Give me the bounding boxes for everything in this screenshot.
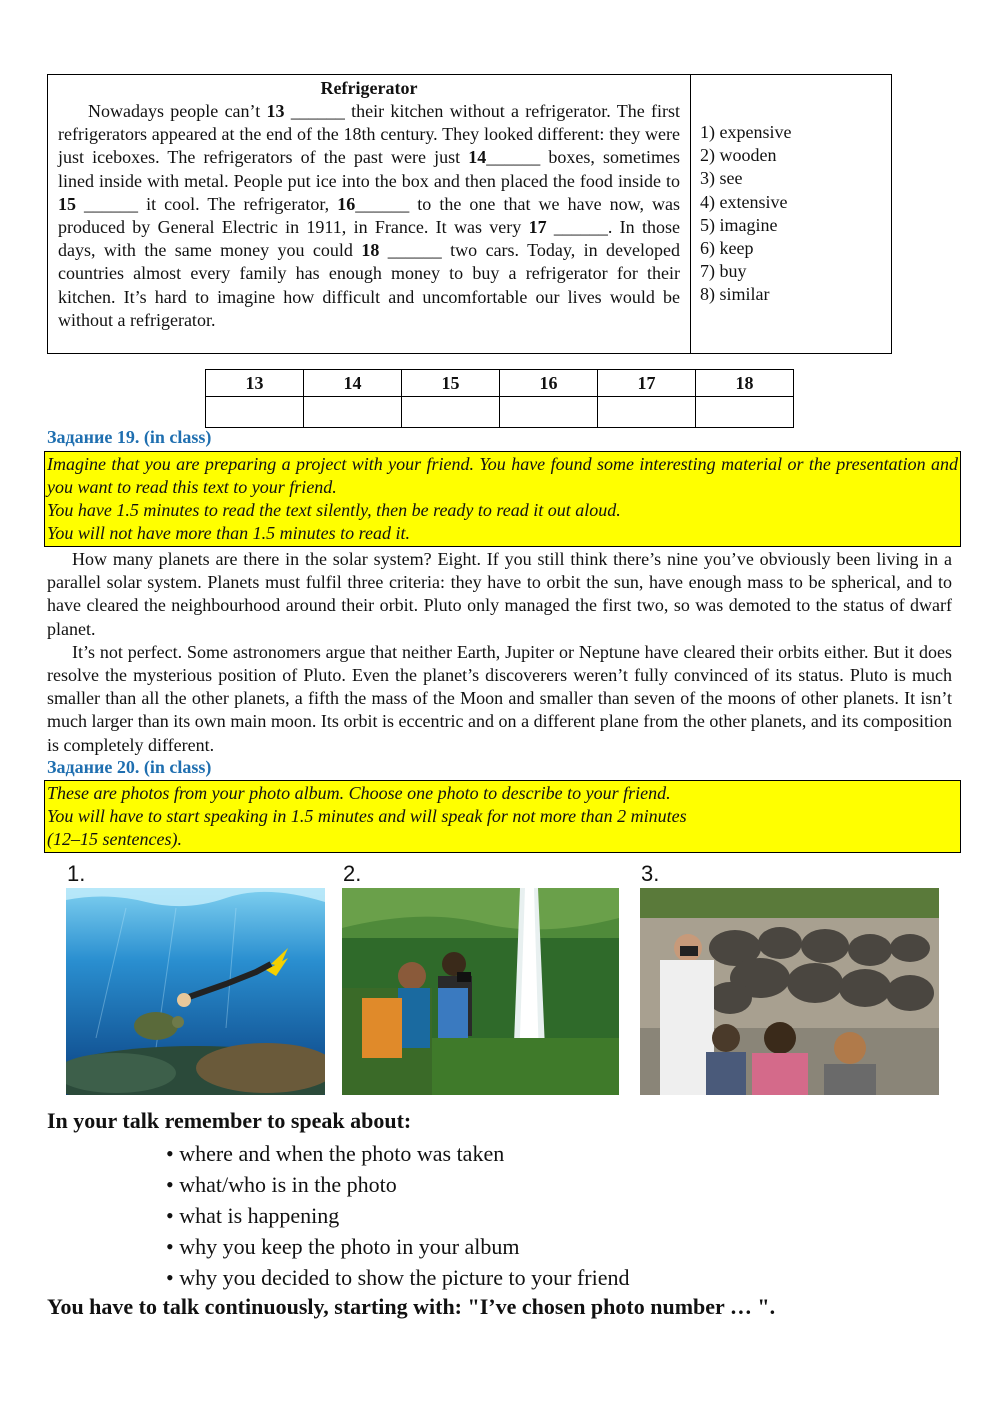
answer-grid-input-row: [206, 397, 794, 428]
refrigerator-task-table: [47, 74, 892, 354]
gap-number: 15: [58, 193, 76, 214]
task20-heading: Задание 20. (in class): [47, 757, 212, 777]
word-option: 6) keep: [700, 238, 754, 259]
closing-instruction: You have to talk continuously, starting with: "I’ve chosen photo number … ".: [47, 1294, 776, 1319]
word-option: 4) extensive: [700, 191, 788, 212]
text-fragment: ______. In those days, with the same money you could: [58, 217, 680, 261]
turtle-shape: [134, 1012, 178, 1040]
answer-grid-header: 17: [598, 370, 696, 397]
talk-point: • why you decided to show the picture to your friend: [166, 1265, 630, 1290]
word-option: 8) similar: [700, 284, 770, 305]
word-option: 2) wooden: [700, 145, 777, 166]
word-option: 7) buy: [700, 261, 747, 282]
answer-grid: [205, 369, 794, 428]
task19-heading: Задание 19. (in class): [47, 427, 212, 447]
photo-elephants: [640, 888, 939, 1095]
answer-grid-header: 14: [304, 370, 402, 397]
photo-number-1: 1.: [67, 861, 86, 886]
word-option: 5) imagine: [700, 214, 778, 235]
answer-grid-header-row: [206, 370, 794, 397]
refrigerator-title: Refrigerator: [320, 78, 418, 98]
task19-instructions: [44, 451, 961, 547]
talk-points-list: [166, 1138, 629, 1293]
refrigerator-text-cell: [48, 75, 691, 353]
photo-snorkeling: [66, 888, 325, 1095]
text-fragment: ______ boxes, sometimes lined inside with metal. People put ice into the box and then placed the food inside to: [58, 147, 680, 191]
gap-number: 14: [468, 147, 487, 168]
backpack-shape: [362, 998, 402, 1058]
answer-cell[interactable]: [500, 397, 598, 428]
text-fragment: Nowadays people can’t: [88, 101, 267, 121]
text-fragment: ______ their kitchen without a refrigerator. The first refrigerators appeared at the end of the 18th century. They looked different: they were just iceboxes. The refrigerators of the past were just: [58, 101, 681, 168]
word-option: 3) see: [700, 168, 743, 189]
gap-number: 16: [337, 193, 356, 214]
remember-heading: In your talk remember to speak about:: [47, 1108, 412, 1133]
task19-instruction-2: You have 1.5 minutes to read the text silently, then be ready to read it out aloud.: [47, 500, 621, 520]
task20-instructions: [44, 780, 961, 853]
photo-waterfall: [342, 888, 619, 1095]
answer-grid-header: 16: [500, 370, 598, 397]
talk-point: • where and when the photo was taken: [166, 1141, 505, 1166]
talk-point: • what is happening: [166, 1203, 340, 1228]
text-fragment: ______ to the one that we have now, was produced by General Electric in 1911, in France. It was very: [58, 193, 681, 238]
gap-number: 13: [266, 101, 285, 121]
answer-cell[interactable]: [696, 397, 794, 428]
task20-instruction-1: These are photos from your photo album. Choose one photo to describe to your friend.: [47, 783, 671, 803]
answer-grid-header: 13: [206, 370, 304, 397]
word-option: 1) expensive: [700, 122, 792, 142]
task20-instruction-3: (12–15 sentences).: [47, 829, 182, 849]
task20-instruction-2: You will have to start speaking in 1.5 minutes and will speak for not more than 2 minutes: [47, 806, 687, 826]
word-options-list: [700, 121, 791, 307]
refrigerator-paragraph: [58, 100, 680, 332]
reading-paragraph-2: It’s not perfect. Some astronomers argue that neither Earth, Jupiter or Neptune have cleared their orbits either. But it does resolve the mysterious position of Pluto. Even the planet’s discoverers weren’t fully convinced of its status. Pluto is much smaller than all the other planets, a fifth the mass of the Moon and smaller than seven of the moons of other planets. It isn’t much larger than its own main moon. Its orbit is eccentric and on a different plane from the other planets, and its composition is completely different.: [47, 641, 952, 755]
answer-grid-header: 18: [696, 370, 794, 397]
gap-number: 18: [361, 240, 380, 261]
reading-paragraph-1: How many planets are there in the solar system? Eight. If you still think there’s nine you’ve obviously been living in a parallel solar system. Planets must fulfil three criteria: they have to orbit the sun, have enough mass to be spherical, and to have cleared the neighbourhood around their orbit. Pluto only managed the first two, so was demoted to the status of dwarf planet.: [47, 549, 952, 639]
answer-cell[interactable]: [598, 397, 696, 428]
text-fragment: ______ it cool. The refrigerator,: [76, 193, 338, 214]
task19-reading-text: [47, 548, 952, 757]
photo-number-2: 2.: [343, 861, 362, 886]
talk-point: • why you keep the photo in your album: [166, 1234, 520, 1259]
answer-cell[interactable]: [206, 397, 304, 428]
talk-point: • what/who is in the photo: [166, 1172, 397, 1197]
answer-cell[interactable]: [304, 397, 402, 428]
photo-number-3: 3.: [641, 861, 660, 886]
answer-grid-header: 15: [402, 370, 500, 397]
task19-instruction-1: Imagine that you are preparing a project with your friend. You have found some interesting material or the presentation and you want to read this text to your friend.: [47, 454, 958, 497]
gap-number: 17: [528, 217, 547, 238]
answer-cell[interactable]: [402, 397, 500, 428]
person-white-shirt: [660, 960, 714, 1095]
task19-instruction-3: You will not have more than 1.5 minutes to read it.: [47, 523, 410, 543]
text-fragment: ______ two cars. Today, in developed countries almost every family has enough money to buy a refrigerator for their kitchen. It’s hard to imagine how difficult and uncomfortable our lives would be without a refrigerator.: [58, 240, 680, 330]
